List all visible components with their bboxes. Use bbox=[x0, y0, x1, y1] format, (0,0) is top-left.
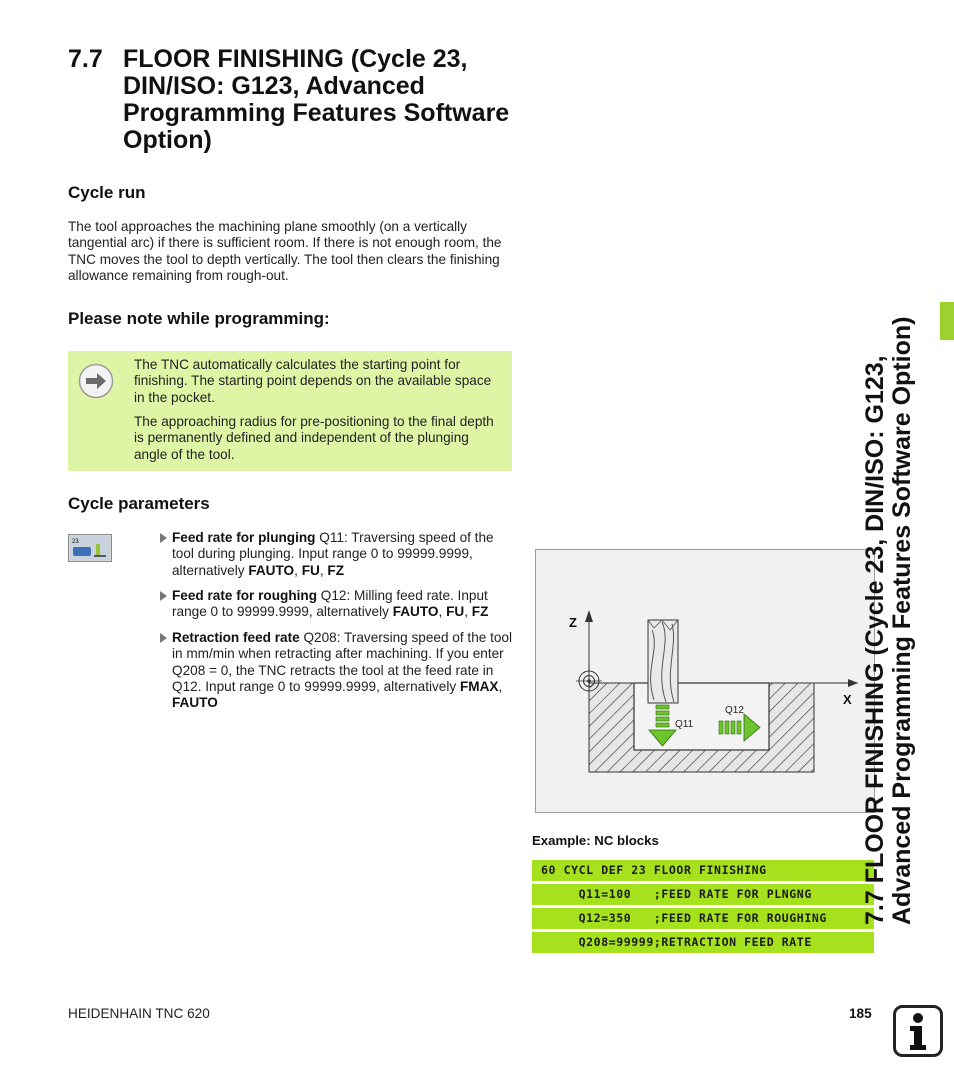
param-item-q12: Feed rate for roughing Q12: Milling feed rate. Input range 0 to 99999.9999, alternatively FAUTO, FU, FZ bbox=[160, 588, 512, 621]
param-desc: Q11: Traversing speed of the tool during plunging. Input range 0 to 99999.9999, alternatively bbox=[172, 530, 494, 578]
arrow-right-icon bbox=[78, 363, 114, 399]
param-name: Retraction feed rate bbox=[172, 630, 300, 645]
nc-block-line: Q11=100 ;FEED RATE FOR PLNGNG bbox=[532, 884, 874, 905]
param-name: Feed rate for roughing bbox=[172, 588, 318, 603]
bullet-triangle-icon bbox=[160, 591, 167, 601]
param-option: FMAX bbox=[459, 678, 499, 694]
example-label: Example: NC blocks bbox=[532, 833, 659, 848]
axis-z-label: Z bbox=[569, 615, 577, 630]
cycle-softkey-icon bbox=[68, 534, 112, 562]
nc-block-line: Q12=350 ;FEED RATE FOR ROUGHING bbox=[532, 908, 874, 929]
parameters-heading: Cycle parameters bbox=[68, 494, 210, 513]
nc-block-line: Q208=99999;RETRACTION FEED RATE bbox=[532, 932, 874, 953]
bullet-triangle-icon bbox=[160, 533, 167, 543]
footer-product: HEIDENHAIN TNC 620 bbox=[68, 1006, 210, 1021]
sidebar-title: 7.7 FLOOR FINISHING (Cycle 23, DIN/ISO: G123, Advanced Programming Features Software Option) bbox=[861, 316, 916, 925]
param-desc: Q12: Milling feed rate. Input range 0 to 99999.9999, alternatively bbox=[172, 588, 488, 620]
softkey-label: 23 bbox=[72, 539, 79, 545]
note-heading: Please note while programming: bbox=[68, 309, 330, 328]
note-paragraph-1: The TNC automatically calculates the starting point for finishing. The starting point depends on the available space in the pocket. bbox=[134, 357, 492, 405]
param-option: FAUTO bbox=[392, 604, 439, 620]
floor-finishing-diagram bbox=[535, 549, 875, 813]
axis-x-label: X bbox=[843, 692, 852, 707]
milling-tool bbox=[648, 620, 678, 703]
param-option: FU bbox=[301, 562, 320, 578]
param-item-q11: Feed rate for plunging Q11: Traversing speed of the tool during plunging. Input range 0 to 99999.9999, alternatively FAUTO, FU, FZ bbox=[160, 530, 512, 579]
param-option: FAUTO bbox=[248, 562, 295, 578]
cycle-run-heading: Cycle run bbox=[68, 183, 146, 202]
param-option: FU bbox=[446, 604, 465, 620]
param-desc: Q208: Traversing speed of the tool in mm/min when retracting after machining. If you enter Q208 = 0, the TNC retracts the tool at the feed rate in Q12. Input range 0 to 99999.9999, alternatively bbox=[172, 630, 513, 694]
section-number: 7.7 bbox=[68, 45, 103, 73]
param-item-q208: Retraction feed rate Q208: Traversing speed of the tool in mm/min when retracting after machining. If you enter Q208 = 0, the TNC retracts the tool at the feed rate in Q12. Input range 0 to 99999.9999, alternatively FMAX, FAUTO bbox=[160, 630, 512, 711]
q11-label: Q11 bbox=[675, 719, 694, 730]
param-option: FAUTO bbox=[172, 695, 218, 711]
param-option: FZ bbox=[471, 604, 489, 620]
param-option: FZ bbox=[327, 562, 344, 578]
note-paragraph-2: The approaching radius for pre-positioning to the final depth is permanently defined and independent of the plunging angle of the tool. bbox=[134, 414, 494, 462]
param-name: Feed rate for plunging bbox=[172, 530, 316, 545]
info-icon bbox=[893, 1005, 943, 1057]
q12-label: Q12 bbox=[725, 705, 744, 716]
page-number: 185 bbox=[849, 1006, 872, 1021]
note-box bbox=[68, 351, 512, 471]
nc-block-line: 60 CYCL DEF 23 FLOOR FINISHING bbox=[532, 860, 874, 881]
cycle-run-text: The tool approaches the machining plane smoothly (on a vertically tangential arc) if there is sufficient room. If there is not enough room, the TNC moves the tool to depth vertically. The tool then clears the finishing allowance remaining from rough-out. bbox=[68, 219, 502, 283]
bullet-triangle-icon bbox=[160, 633, 167, 643]
chapter-tab bbox=[940, 302, 954, 340]
section-title: FLOOR FINISHING (Cycle 23, DIN/ISO: G123, Advanced Programming Features Software Option) bbox=[123, 45, 510, 154]
